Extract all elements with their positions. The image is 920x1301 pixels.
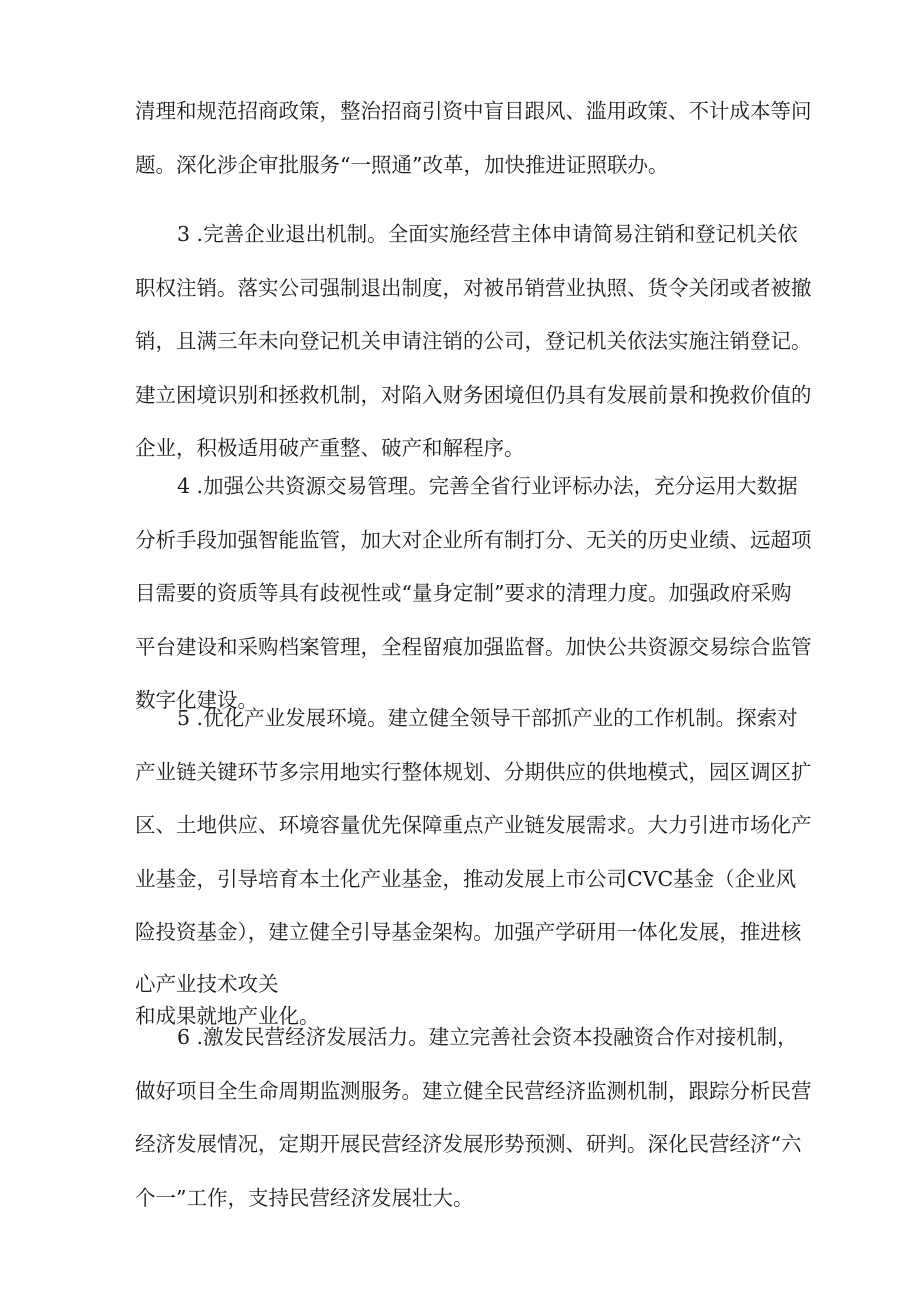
text-line: 清理和规范招商政策，整治招商引资中盲目跟风、滥用政策、不计成本等问 [135,99,812,123]
text-line: 企业，积极适用破产重整、破产和解程序。 [135,436,525,460]
text-line: 险投资基金），建立健全引导基金架构。加强产学研用一体化发展，推进核 [135,920,802,944]
text-line: 平台建设和采购档案管理，全程留痕加强监督。加快公共资源交易综合监管 [135,634,812,659]
text-line: 6 .激发民营经济发展活力。建立完善社会资本投融资合作对接机制， [177,1025,798,1049]
text-line: 个一”工作，支持民营经济发展壮大。 [135,1185,474,1210]
text-line: 心产业技术攻关 [135,971,279,996]
text-line: 3 .完善企业退出机制。全面实施经营主体申请简易注销和登记机关依 [177,222,798,246]
text-line: 数字化建设。 [135,688,258,712]
paragraph-6-private-economy [135,1011,812,1225]
paragraph-3-exit-mechanism [135,208,812,476]
paragraph-5-industry-environment [135,692,812,1032]
text-line: 区、土地供应、环境容量优先保障重点产业链发展需求。大力引进市场化产 [135,813,812,837]
paragraph-4-public-resources [135,460,812,728]
text-line: 和成果就地产业化。 [135,1003,320,1028]
text-line: 5 .优化产业发展环境。建立健全领导干部抓产业的工作机制。探索对 [177,706,798,730]
text-line: 做好项目全生命周期监测服务。建立健全民营经济监测机制，跟踪分析民营 [135,1078,812,1103]
text-line: 建立困境识别和拯救机制，对陷入财务困境但仍具有发展前景和挽救价值的 [135,382,812,407]
text-line: 题。深化涉企审批服务“一照通”改革，加快推进证照联办。 [135,152,669,177]
text-line: 职权注销。落实公司强制退出制度，对被吊销营业执照、货令关闭或者被撤 [135,275,812,300]
text-line: 产业链关键环节多宗用地实行整体规划、分期供应的供地模式，园区调区扩 [135,759,812,784]
text-line: 经济发展情况，定期开展民营经济发展形势预测、研判。深化民营经济“六 [135,1132,802,1156]
paragraph-continuation [135,85,812,192]
text-line: 业基金，引导培育本土化产业基金，推动发展上市公司CVC基金（企业风 [135,866,797,891]
text-line: 4 .加强公共资源交易管理。完善全省行业评标办法，充分运用大数据 [177,474,798,498]
text-line: 目需要的资质等具有歧视性或“量身定制”要求的清理力度。加强政府采购 [135,581,792,605]
text-line: 销，且满三年未向登记机关申请注销的公司，登记机关依法实施注销登记。 [135,329,812,353]
text-line: 分析手段加强智能监管，加大对企业所有制打分、无关的历史业绩、远超项 [135,527,812,552]
